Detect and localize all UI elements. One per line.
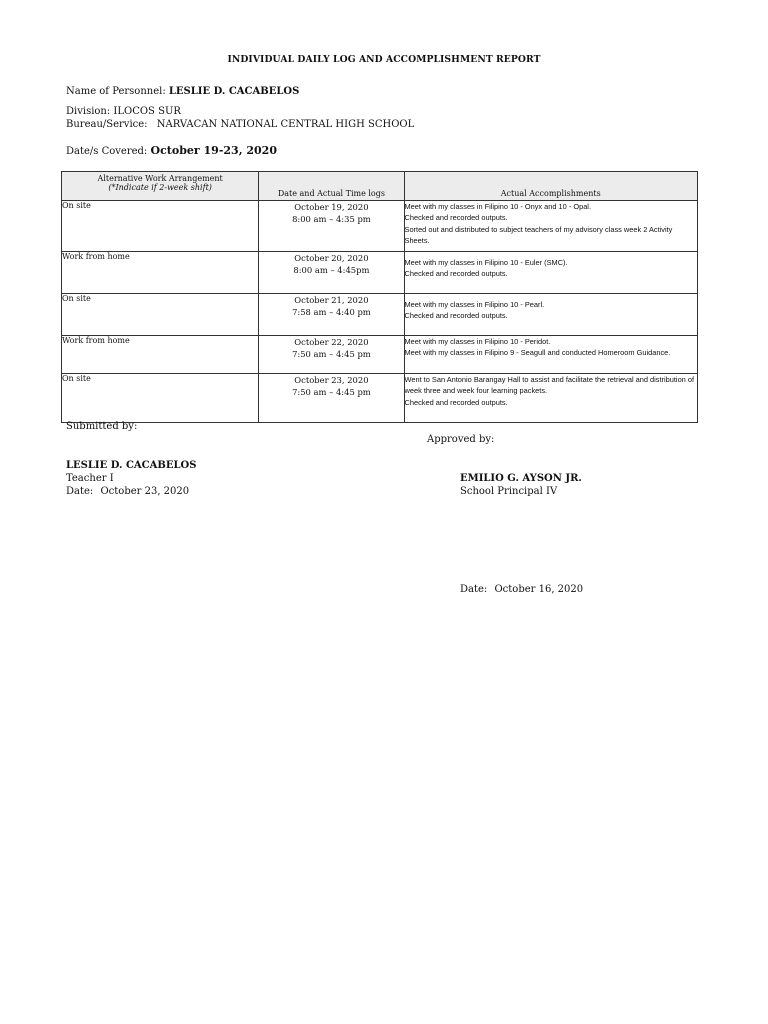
table-row bbox=[62, 374, 698, 423]
approver-date: October 16, 2020 bbox=[494, 584, 584, 595]
submitted-by-label: Submitted by: bbox=[66, 421, 138, 432]
approver-date-label: Date: bbox=[460, 584, 488, 595]
submitter-date: October 23, 2020 bbox=[100, 486, 190, 497]
accomplishment-item: Went to San Antonio Barangay Hall to assist and facilitate the retrieval and distribution of week three and week four learning packets. bbox=[404, 375, 695, 396]
arrangement-cell: Work from home bbox=[62, 336, 259, 374]
division-label: Division: bbox=[66, 106, 111, 117]
log-time: 7:58 am – 4:40 pm bbox=[292, 307, 371, 317]
header-time-logs: Date and Actual Time logs bbox=[259, 172, 404, 201]
arrangement-cell: On site bbox=[62, 294, 259, 336]
arrangement-cell: On site bbox=[62, 374, 259, 423]
accomplishment-item: Checked and recorded outputs. bbox=[404, 213, 508, 223]
accomplishment-cell bbox=[404, 294, 697, 336]
header-arrangement-label: Alternative Work Arrangement bbox=[97, 174, 223, 183]
approver-name: EMILIO G. AYSON JR. bbox=[460, 473, 582, 484]
header-arrangement-note: (*Indicate if 2-week shift) bbox=[108, 183, 212, 192]
time-log-cell bbox=[259, 252, 404, 294]
log-date: October 22, 2020 bbox=[294, 337, 369, 347]
table-row bbox=[62, 336, 698, 374]
table-row bbox=[62, 294, 698, 336]
accomplishment-cell bbox=[404, 201, 697, 252]
personnel-label: Name of Personnel: bbox=[66, 86, 166, 97]
time-log-cell bbox=[259, 294, 404, 336]
accomplishment-table bbox=[61, 171, 698, 423]
arrangement-cell: On site bbox=[62, 201, 259, 252]
log-time: 7:50 am – 4:45 pm bbox=[292, 349, 371, 359]
table-row bbox=[62, 201, 698, 252]
table-row bbox=[62, 252, 698, 294]
personnel-line bbox=[66, 86, 299, 97]
accomplishment-item: Meet with my classes in Filipino 10 - Euler (SMC). bbox=[404, 258, 568, 267]
bureau-value: NARVACAN NATIONAL CENTRAL HIGH SCHOOL bbox=[156, 119, 415, 130]
accomplishment-item: Checked and recorded outputs. bbox=[404, 269, 508, 279]
accomplishment-item: Meet with my classes in Filipino 9 - Seagull and conducted Homeroom Guidance. bbox=[404, 348, 671, 358]
log-date: October 21, 2020 bbox=[294, 295, 369, 305]
approver-date-line bbox=[460, 584, 583, 595]
approver-position: School Principal IV bbox=[460, 486, 558, 497]
bureau-line bbox=[66, 119, 414, 130]
accomplishment-item: Meet with my classes in Filipino 10 - Onyx and 10 - Opal. bbox=[404, 202, 591, 211]
accomplishment-item: Meet with my classes in Filipino 10 - Pearl. bbox=[404, 300, 545, 309]
submitter-date-line bbox=[66, 486, 189, 497]
submitter-position: Teacher I bbox=[66, 473, 114, 484]
time-log-cell bbox=[259, 336, 404, 374]
header-arrangement bbox=[62, 172, 259, 201]
accomplishment-item: Sorted out and distributed to subject teachers of my advisory class week 2 Activity Sheets. bbox=[404, 224, 673, 246]
accomplishment-item: Meet with my classes in Filipino 10 - Peridot. bbox=[404, 337, 551, 346]
log-time: 7:50 am – 4:45 pm bbox=[292, 387, 371, 397]
accomplishment-item: Checked and recorded outputs. bbox=[404, 311, 508, 321]
log-time: 8:00 am – 4:35 pm bbox=[292, 214, 371, 224]
arrangement-cell: Work from home bbox=[62, 252, 259, 294]
division-line bbox=[66, 106, 181, 117]
dates-covered-value: October 19-23, 2020 bbox=[150, 144, 277, 157]
log-date: October 20, 2020 bbox=[294, 253, 369, 263]
approved-by-label: Approved by: bbox=[427, 434, 495, 445]
log-date: October 23, 2020 bbox=[294, 375, 369, 385]
time-log-cell bbox=[259, 201, 404, 252]
bureau-label: Bureau/Service: bbox=[66, 119, 148, 130]
report-title: INDIVIDUAL DAILY LOG AND ACCOMPLISHMENT REPORT bbox=[227, 54, 541, 65]
log-date: October 19, 2020 bbox=[294, 202, 369, 212]
division-value: ILOCOS SUR bbox=[113, 106, 181, 117]
personnel-name: LESLIE D. CACABELOS bbox=[168, 86, 300, 97]
table-header-row bbox=[62, 172, 698, 201]
header-accomplishments: Actual Accomplishments bbox=[404, 172, 697, 201]
submitter-date-label: Date: bbox=[66, 486, 94, 497]
accomplishment-item: Checked and recorded outputs. bbox=[404, 397, 508, 407]
dates-covered-label: Date/s Covered: bbox=[66, 146, 148, 157]
submitter-name: LESLIE D. CACABELOS bbox=[66, 460, 197, 471]
accomplishment-cell bbox=[404, 336, 697, 374]
dates-covered-line bbox=[66, 144, 277, 157]
time-log-cell bbox=[259, 374, 404, 423]
accomplishment-cell bbox=[404, 374, 697, 423]
accomplishment-cell bbox=[404, 252, 697, 294]
log-time: 8:00 am – 4:45pm bbox=[293, 265, 370, 275]
